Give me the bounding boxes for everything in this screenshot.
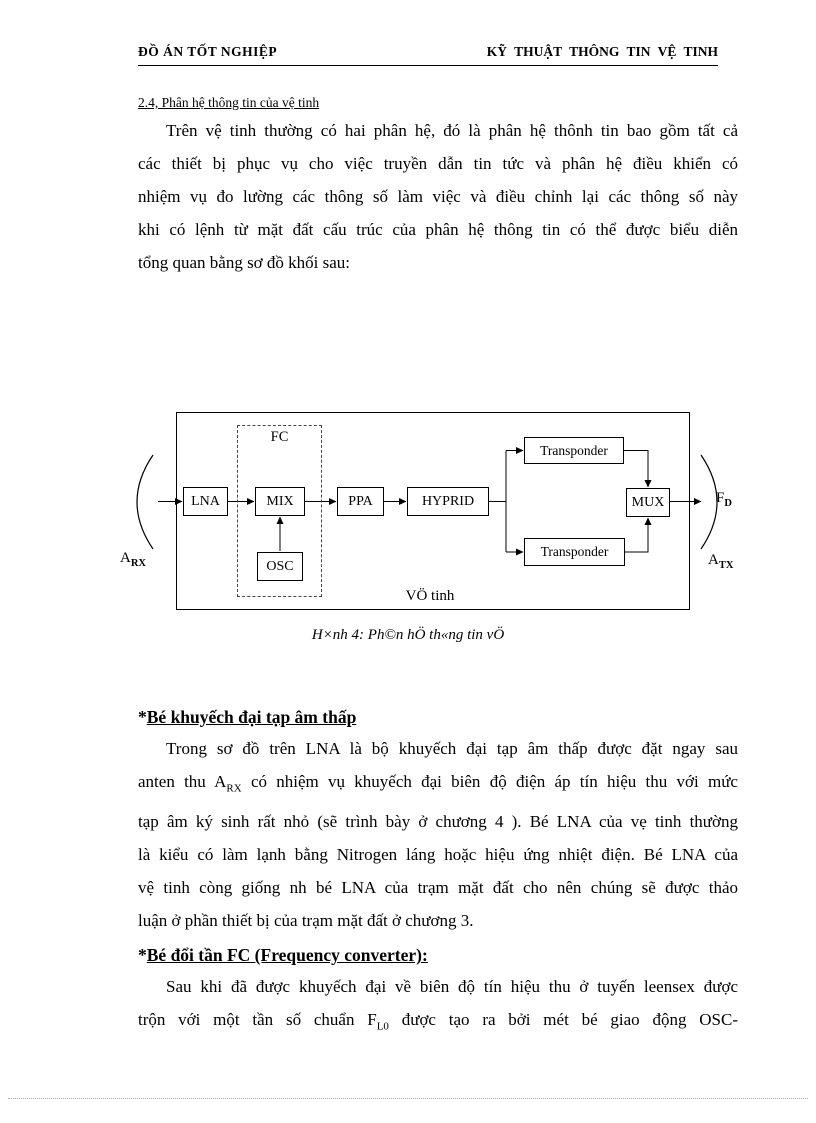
tx-antenna-arc bbox=[701, 455, 717, 549]
text-line: tổng quan bằng sơ đồ khối sau: bbox=[138, 253, 351, 272]
header-right-title: KỸ THUẬT THÔNG TIN VỆ TINH bbox=[486, 44, 718, 59]
block-mix: MIX bbox=[255, 487, 305, 516]
arx-label: $A_{RX}$ bbox=[120, 550, 147, 569]
block-osc: OSC bbox=[257, 552, 303, 581]
paragraph-intro bbox=[138, 114, 738, 279]
page-header bbox=[138, 44, 718, 66]
section-intro bbox=[138, 95, 738, 279]
satellite-label: VÖ tinh bbox=[405, 588, 455, 604]
fc-label: FC bbox=[270, 429, 289, 445]
subscript: RX bbox=[226, 782, 242, 795]
satellite-block-diagram bbox=[0, 405, 816, 655]
page-bottom-divider bbox=[8, 1098, 808, 1099]
text-line: nhiệm vụ đo lường các thông số làm việc và điều chỉnh lại các thông số này bbox=[138, 187, 738, 206]
section-heading: 2.4, Phân hệ thông tin của vệ tinh bbox=[138, 95, 320, 110]
text-line: Trên vệ tinh thường có hai phân hệ, đó là phân hệ thônh tin bao gồm tất cả bbox=[166, 121, 738, 140]
rx-antenna-arc bbox=[137, 455, 153, 549]
paragraph-lna bbox=[138, 732, 738, 937]
text-line: Sau khi đã được khuyếch đại về biên độ tín hiệu thu ở tuyến leensex được bbox=[166, 977, 738, 997]
block-transponder-top: Transponder bbox=[524, 437, 624, 464]
text-line: tạp âm ký sinh rất nhỏ (sẽ trình bày ở chương 4 ). Bé LNA của vẹ tinh thường bbox=[138, 812, 738, 832]
text-line: Trong sơ đồ trên LNA là bộ khuyếch đại tạp âm thấp được đặt ngay sau bbox=[166, 739, 738, 758]
text-line: trộn với một tần số chuẩn $F_{L0}$ được tạo ra bởi mét bé giao động OSC- bbox=[138, 1010, 738, 1033]
text-line: là kiểu có làm lạnh bằng Nitrogen láng hoặc hiệu ứng nhiệt điện. Bé LNA của bbox=[138, 845, 738, 865]
paragraph-fc bbox=[138, 970, 738, 1043]
atx-label: $A_{TX}$ bbox=[708, 552, 734, 571]
header-left-title: ĐỒ ÁN TỐT NGHIỆP bbox=[138, 44, 278, 59]
figure-caption: H×nh 4: Ph©n hÖ th«ng tin vÖ bbox=[311, 627, 505, 643]
heading-fc: *Bé đổi tần FC (Frequency converter): bbox=[138, 945, 428, 966]
block-mux: MUX bbox=[626, 488, 670, 517]
text-line: vệ tinh còng giống nh bé LNA của trạm mặt đất cho nên chúng sẽ được thảo bbox=[138, 878, 738, 898]
subscript: L0 bbox=[376, 1020, 389, 1033]
fd-label: $F_D$ bbox=[716, 490, 732, 509]
block-transponder-bottom: Transponder bbox=[524, 538, 625, 566]
section-body bbox=[138, 702, 738, 1044]
text-line: anten thu $A_{RX}$ có nhiệm vụ khuyếch đại biên độ điện áp tín hiệu thu với mức bbox=[138, 772, 738, 795]
block-hyprid: HYPRID bbox=[407, 487, 489, 516]
heading-lna: *Bé khuyếch đại tạp âm thấp bbox=[138, 707, 357, 727]
text-line: các thiết bị phục vụ cho việc truyền dẫn tin tức và phân hệ điều khiển có bbox=[138, 154, 738, 173]
block-lna: LNA bbox=[183, 487, 228, 516]
text-line: khi có lệnh từ mặt đất cấu trúc của phân hệ thông tin có thể được biểu diễn bbox=[138, 220, 738, 239]
block-ppa: PPA bbox=[337, 487, 384, 516]
text-line: luận ở phần thiết bị của trạm mặt đất ở chương 3. bbox=[138, 911, 474, 931]
